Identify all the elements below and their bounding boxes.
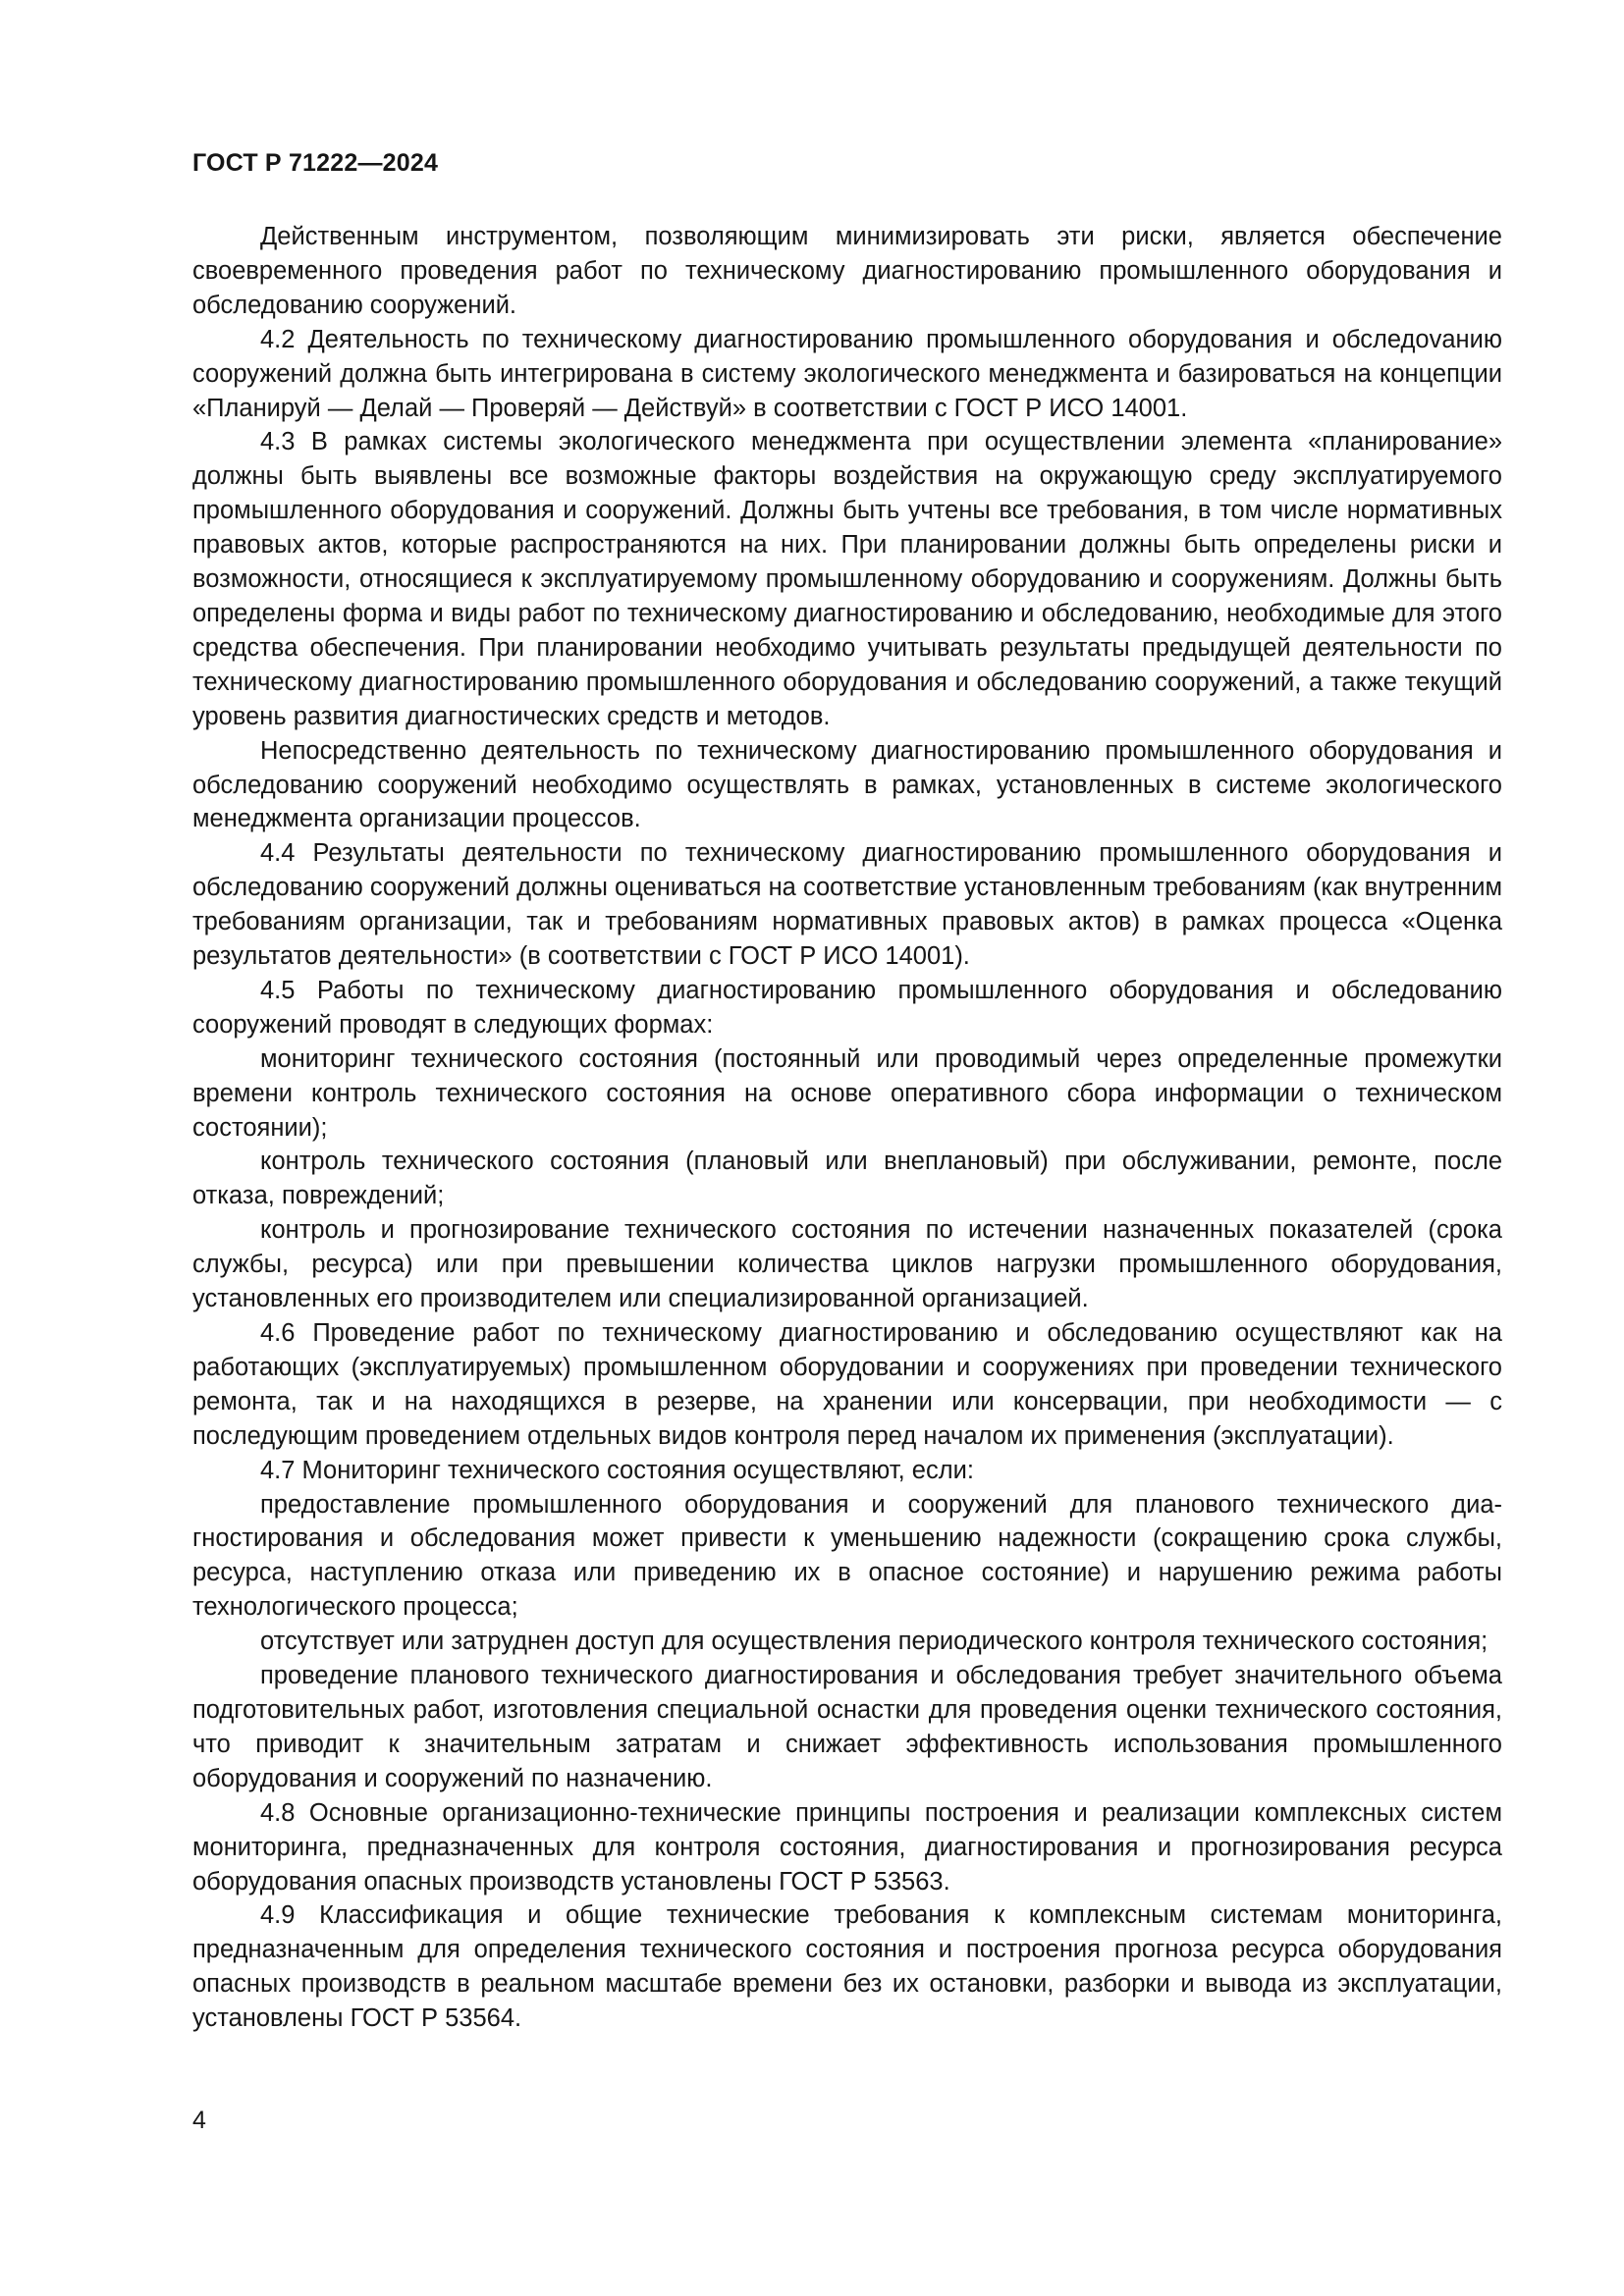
paragraph-4-4: 4.4 Результаты деятельности по техническому диагностированию промышленного оборудования и обследованию сооружений должны оцениваться на соответствие установленным требованиям (как внутренним требованиям организации, так и требованиям нормативных правовых актов) в рамках процесса «Оценка результатов деятельности» (в соответствии с ГОСТ Р ИСО 14001). bbox=[192, 839, 1502, 971]
page-number: 4 bbox=[192, 2107, 206, 2134]
paragraph-4-5: 4.5 Работы по техническому диагностированию промышленного оборудования и обследованию сооружений проводят в следующих формах: bbox=[192, 976, 1502, 1039]
paragraph-4-3-continued: Непосредственно деятельность по техническому диагностированию промышленного оборудования и обследованию сооружений необходимо осуществлять в рамках, установленных в системе экологического менеджмента организации процессов. bbox=[192, 736, 1502, 833]
list-item-monitoring: мониторинг технического состояния (постоянный или проводимый через определенные промежутки времени контроль технического состояния на основе оперативного сбора информации о техническом состоянии); bbox=[192, 1044, 1502, 1142]
paragraph-4-2: 4.2 Деятельность по техническому диагностированию промышленного оборудования и обследоvанию сооружений должна быть интегрирована в систему экологического менеджмента и базироваться на концепции «Планируй — Делай — Проверяй — Действуй» в соответствии с ГОСТ Р ИСО 14001. bbox=[192, 325, 1502, 422]
list-item-forecasting: контроль и прогнозирование технического состояния по истечении назначенных показателей (срока службы, ресурса) или при превышении количества циклов нагрузки промышленного оборудования, установленных его производителем или специализированной организацией. bbox=[192, 1216, 1502, 1313]
paragraph-4-3: 4.3 В рамках системы экологического менеджмента при осуществлении элемента «планирование» должны быть выявлены все возможные факторы воздействия на окружающую среду эксплуатируемого промышленного оборудования и сооружений. Должны быть учтены все требования, в том числе нормативных правовых актов, которые распространяются на них. При планировании должны быть определены риски и возможности, относящиеся к эксплуатируемому промышленному оборудованию и сооружениям. Должны быть определены форма и виды работ по техническому диагностированию и обследованию, необходимые для этого средства обеспечения. При планировании необходимо учитывать результаты предыдущей деятельности по техническому диагностированию промышленного оборудования и обследованию сооружений, а также текущий уровень развития диагностических средств и методов. bbox=[192, 428, 1502, 730]
list-item-access: отсутствует или затруднен доступ для осуществления периодического контроля технического состояния; bbox=[260, 1628, 1489, 1656]
paragraph-4-8: 4.8 Основные организационно-технические принципы построения и реализации комплексных систем мониторинга, предназначенных для контроля состояния, диагностирования и прогнозирования ресурса оборудования опасных производств установлены ГОСТ Р 53563. bbox=[192, 1798, 1502, 1896]
paragraph-intro: Действенным инструментом, позволяющим минимизировать эти риски, является обеспечение своевременного проведения работ по техническому диагностированию промышленного оборудования и обследованию сооружений. bbox=[192, 223, 1502, 319]
list-item-control: контроль технического состояния (плановый или внеплановый) при обслуживании, ремонте, после отказа, повреждений; bbox=[192, 1148, 1502, 1210]
list-item-planned-diagnostics: проведение планового технического диагностирования и обследования требует значительного объема подготовительных работ, изготовления специальной оснастки для проведения оценки технического состояния, что приводит к значительным затратам и снижает эффективность использования промышленного оборудования и сооружений по назначению. bbox=[192, 1662, 1502, 1792]
paragraph-4-9: 4.9 Классификация и общие технические требования к комплексным системам мониторинга, предназначенным для определения технического состояния и построения прогноза ресурса оборудования опасных производств в реальном масштабе времени без их остановки, разборки и вывода из эксплуатации, установлены ГОСТ Р 53564. bbox=[192, 1901, 1502, 2033]
document-header-standard-id: ГОСТ Р 71222—2024 bbox=[192, 149, 439, 177]
document-body bbox=[192, 220, 1502, 2036]
paragraph-4-6: 4.6 Проведение работ по техническому диагностированию и обследованию осуществляют как на работающих (эксплуатируемых) промышленном оборудовании и сооружениях при проведении технического ремонта, так и на находящихся в резерве, на хранении или консервации, при необходимости — с последующим проведением отдельных видов контроля перед началом их применения (эксплуатации). bbox=[192, 1319, 1502, 1450]
paragraph-4-7: 4.7 Мониторинг технического состояния осуществляют, если: bbox=[260, 1456, 974, 1484]
list-item-provision: предоставление промышленного оборудования и сооружений для планового технического диагностирования и обследования может привести к уменьшению надежности (сокращению срока службы, ресурса, наступлению отказа или приведению их в опасное состояние) и нарушению режима работы технологического процесса; bbox=[192, 1490, 1502, 1622]
